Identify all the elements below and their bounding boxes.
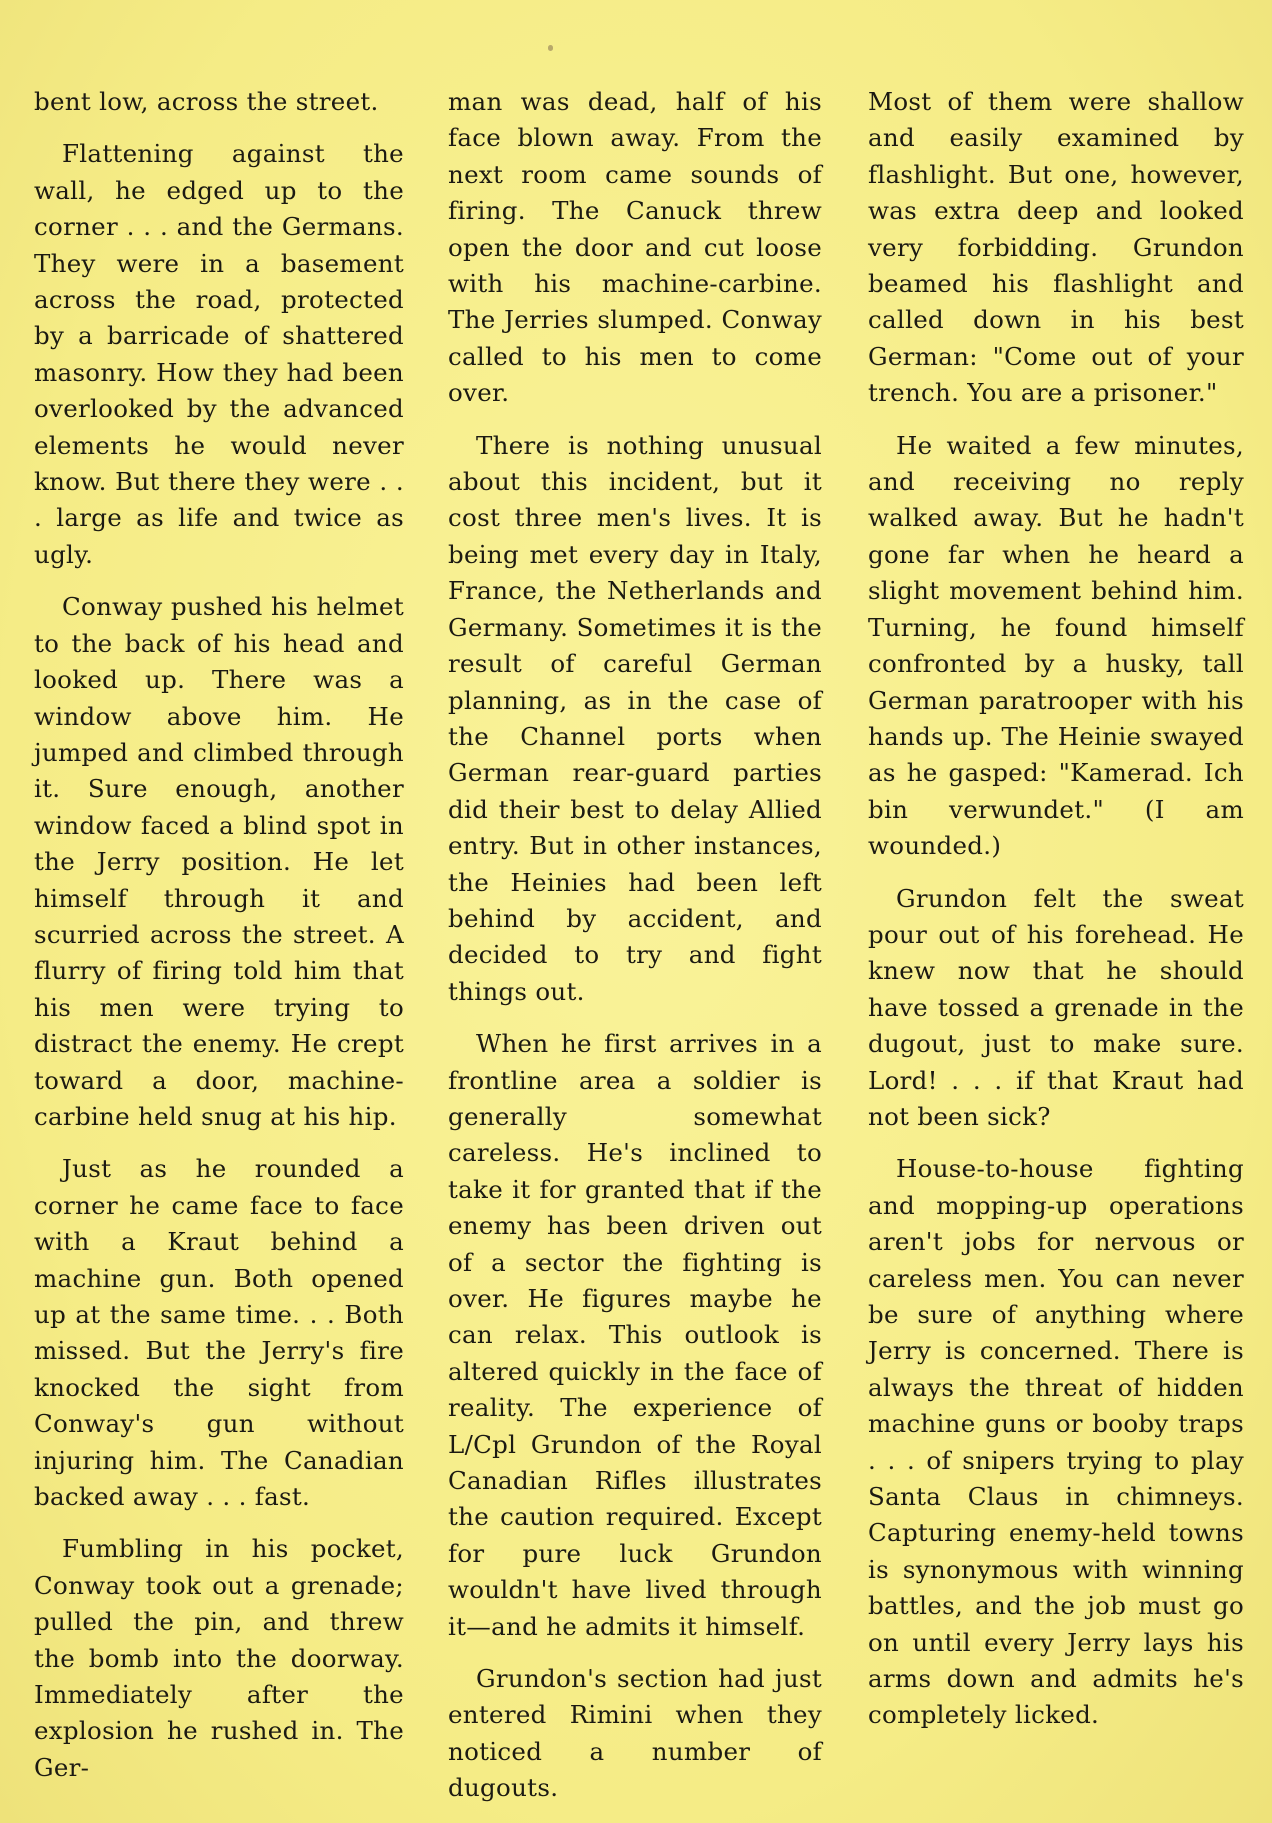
paragraph: Just as he rounded a corner he came face to face with a Kraut behind a machine gun. Both opened up at the same time. . . Both missed. But the Jerry's fire knocked the sight from Conway's gun without injuring him. The Canadian backed away . . . fast. xyxy=(34,1154,404,1512)
paragraph: He waited a few minutes, and receiving no reply walked away. But he hadn't gone far when he heard a slight movement behind him. Turning, he found himself confronted by a husky, tall German paratrooper with his hands up. The Heinie swayed as he gasped: "Kamerad. Ich bin verwundet." (I am wounded.) xyxy=(868,430,1244,861)
paragraph: bent low, across the street. xyxy=(34,87,379,116)
ink-speck xyxy=(548,45,553,51)
paragraph: There is nothing unusual about this incident, but it cost three men's lives. It is being met every day in Italy, France, the Netherlands and Germany. Sometimes it is the result of careful German planning, as in the case of the Channel ports when German rear-guard parties did their best to delay Allied entry. But in other instances, the Heinies had been left behind by accident, and decided to try and fight things out. xyxy=(448,430,822,1006)
text-column-2 xyxy=(448,84,822,1823)
text-column-1 xyxy=(34,84,404,1802)
text-column-3 xyxy=(868,84,1244,1750)
paragraph: House-to-house fighting and mopping-up operations aren't jobs for nervous or careless men. You can never be sure of anything where Jerry is concerned. There is always the threat of hidden machine guns or booby traps . . . of snipers trying to play Santa Claus in chimneys. Capturing enemy-held towns is synonymous with winning battles, and the job must go on until every Jerry lays his arms down and admits he's completely licked. xyxy=(868,1154,1244,1730)
paragraph: Grundon felt the sweat pour out of his forehead. He knew now that he should have tossed a grenade in the dugout, just to make sure. Lord! . . . if that Kraut had not been sick? xyxy=(868,883,1244,1131)
paragraph: man was dead, half of his face blown away. From the next room came sounds of firing. The Canuck threw open the door and cut loose with his machine-carbine. The Jerries slumped. Conway called to his men to come over. xyxy=(448,87,822,408)
paragraph: Conway pushed his helmet to the back of his head and looked up. There was a window above him. He jumped and climbed through it. Sure enough, another window faced a blind spot in the Jerry position. He let himself through it and scurried across the street. A flurry of firing told him that his men were trying to distract the enemy. He crept toward a door, machine-carbine held snug at his hip. xyxy=(34,592,404,1131)
paragraph: When he first arrives in a frontline area a soldier is generally somewhat careless. He's inclined to take it for granted that if the enemy has been driven out of a sector the fighting is over. He figures maybe he can relax. This outlook is altered quickly in the face of reality. The experience of L/Cpl Grundon of the Royal Canadian Rifles illustrates the caution required. Except for pure luck Grundon wouldn't have lived through it—and he admits it himself. xyxy=(448,1029,822,1641)
paragraph: Grundon's section had just entered Rimini when they noticed a number of dugouts. xyxy=(448,1664,822,1803)
paragraph: Fumbling in his pocket, Conway took out a grenade; pulled the pin, and threw the bomb into the doorway. Immediately after the explosion he rushed in. The Ger- xyxy=(34,1534,404,1782)
paragraph: Flattening against the wall, he edged up to the corner . . . and the Germans. They were in a basement across the road, protected by a barricade of shattered masonry. How they had been overlooked by the advanced elements he would never know. But there they were . . . large as life and twice as ugly. xyxy=(34,139,404,569)
paragraph: Most of them were shallow and easily examined by flashlight. But one, however, was extra deep and looked very forbidding. Grundon beamed his flashlight and called down in his best German: "Come out of your trench. You are a prisoner." xyxy=(868,87,1244,408)
